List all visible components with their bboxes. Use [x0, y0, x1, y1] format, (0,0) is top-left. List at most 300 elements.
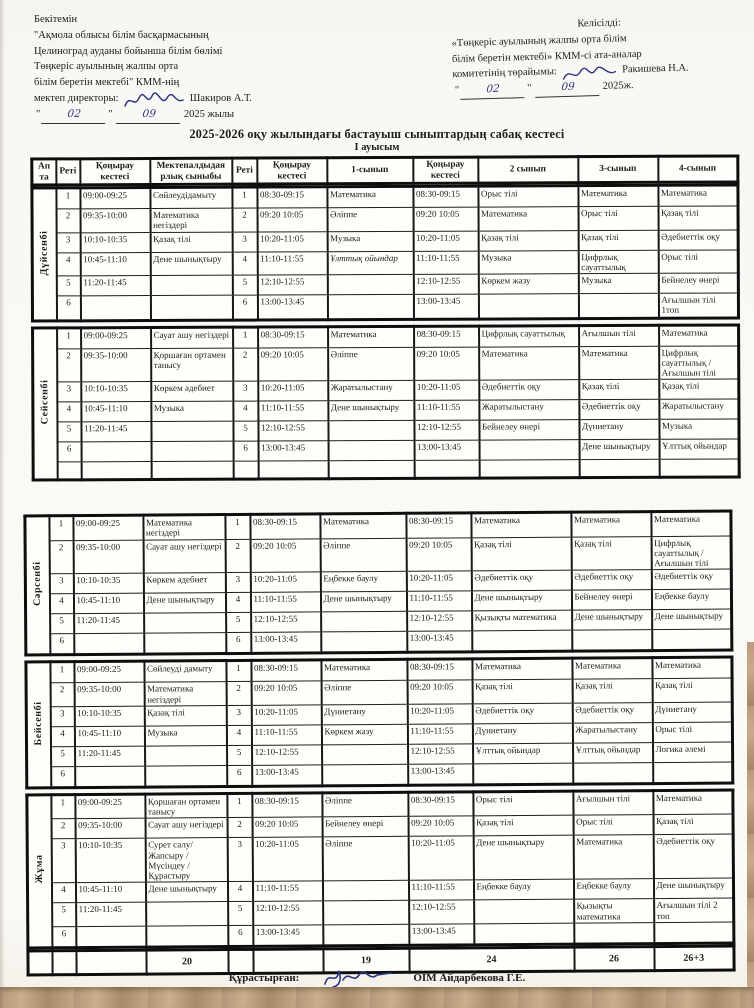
time-cell: 10:10-10:35 [73, 573, 143, 593]
timetable-row [33, 346, 739, 383]
lesson-cell-grade1 [322, 764, 408, 786]
date-line-left [34, 107, 318, 124]
period-number: 3 [57, 382, 81, 402]
lesson-cell-grade3: Музыка [578, 273, 658, 293]
lesson-cell-grade2: Математика [478, 207, 578, 231]
time-cell: 08:30-09:15 [413, 186, 478, 207]
lesson-cell-preschool: Қазақ тілі [144, 705, 226, 726]
period-number: 4 [49, 594, 73, 614]
day-name: Жұма [33, 854, 46, 884]
lesson-cell-grade4: Математика [651, 511, 731, 536]
time-cell: 10:45-11:10 [81, 402, 151, 422]
period-number: 6 [50, 634, 74, 655]
lesson-cell-grade3: Математика [573, 835, 653, 880]
lesson-cell-grade2: Әдебиеттік оқу [472, 703, 572, 724]
empty-filler-row [33, 459, 739, 480]
lesson-cell-grade1 [323, 901, 409, 925]
lesson-cell-preschool [144, 613, 226, 634]
time-cell: 11:10-11:55 [406, 591, 471, 611]
time-cell: 13:00-13:45 [253, 925, 323, 946]
lesson-cell-grade3: Математика [572, 658, 652, 680]
lesson-cell-grade4 [654, 922, 734, 944]
header-bell-schedule: Қоңырау кестесі [257, 158, 327, 184]
day-name: Сәрсенбі [31, 561, 44, 607]
empty-cell [579, 460, 659, 478]
time-cell: 11:10-11:55 [413, 251, 478, 275]
period-number: 2 [226, 682, 251, 706]
period-number: 4 [233, 401, 258, 421]
lesson-cell-grade4: Дене шынықтыру [653, 878, 733, 899]
day-label-cell [27, 795, 52, 948]
period-number: 6 [52, 926, 76, 947]
period-number: 2 [51, 819, 75, 839]
lesson-cell-grade3: Жаратылыстану [572, 722, 652, 743]
lesson-cell-grade4: Әдебиеттік оқу [653, 834, 733, 879]
lesson-cell-grade4: Математика [659, 325, 739, 346]
time-cell: 09:00-09:25 [75, 794, 145, 819]
day-block-sarsenbi [23, 510, 733, 657]
time-cell: 08:30-09:15 [414, 326, 479, 347]
time-cell: 10:45-11:10 [74, 726, 144, 746]
period-number: 4 [225, 593, 250, 613]
lesson-cell-grade1 [322, 744, 408, 765]
time-cell: 12:10-12:55 [258, 421, 328, 441]
lesson-cell-grade4: Математика [658, 185, 738, 206]
lesson-cell-grade1: Жаратылыстану [328, 381, 414, 401]
time-cell: 12:10-12:55 [257, 275, 327, 295]
period-number: 4 [50, 726, 74, 746]
day-label-cell [26, 662, 51, 788]
time-cell: 10:10-10:35 [80, 232, 150, 252]
lesson-cell-grade3: Математика [579, 346, 659, 380]
lesson-cell-grade4: Цифрлық сауаттылық / Ағылшын тілі [659, 346, 739, 380]
lesson-cell-preschool: Көркем әдебиет [143, 573, 225, 594]
period-number: 2 [232, 208, 257, 232]
period-number: 5 [57, 422, 81, 442]
approval-right-line: білім беретін мектебі» КММ-сі ата-аналар [451, 48, 642, 65]
lesson-cell-grade1: Ұлттық ойындар [327, 251, 413, 275]
date-day-handwritten: 02 [461, 81, 526, 100]
lesson-cell-grade2: Дене шынықтыру [471, 590, 571, 611]
lesson-cell-grade3: Қазақ тілі [578, 230, 658, 250]
time-cell: 13:00-13:45 [408, 764, 473, 785]
period-number: 3 [227, 838, 252, 882]
lesson-cell-grade3: Бейнелеу өнері [571, 590, 651, 611]
chairwoman-label: комитетінің төрайымы: [452, 66, 558, 81]
lesson-cell-grade3: Математика [578, 185, 658, 206]
lesson-cell-grade2: Қазақ тілі [473, 815, 573, 836]
time-cell: 13:00-13:45 [251, 632, 321, 653]
period-number: 2 [57, 349, 81, 383]
lesson-cell-grade2: Әдебиеттік оқу [471, 570, 571, 591]
time-cell: 10:20-11:05 [407, 704, 472, 724]
time-cell: 10:20-11:05 [252, 837, 322, 881]
empty-cell [479, 460, 579, 478]
lesson-cell-grade3: Еңбекке баулу [573, 879, 653, 900]
time-cell: 09:20 10:05 [414, 347, 479, 381]
header-grade-1: 1-сынып [327, 157, 413, 184]
lesson-cell-grade1: Математика [327, 187, 413, 208]
empty-cell [414, 461, 479, 479]
lesson-cell-grade4: Қазақ тілі [653, 814, 733, 835]
lesson-cell-grade4: Жаратылыстану [659, 399, 739, 419]
time-cell [81, 442, 151, 462]
time-cell: 08:30-09:15 [258, 326, 328, 347]
lesson-cell-grade1: Дене шынықтыру [328, 401, 414, 421]
lesson-cell-grade3: Әдебиеттік оқу [579, 400, 659, 420]
lesson-cell-grade3: Дене шынықтыру [572, 610, 652, 631]
empty-cell [258, 461, 328, 479]
period-number: 6 [232, 295, 257, 320]
period-number: 6 [228, 925, 253, 946]
lesson-cell-preschool: Сөйлеудідамыту [150, 187, 232, 208]
total-grade-4: 26+3 [654, 946, 734, 971]
time-cell: 13:00-13:45 [409, 924, 474, 945]
period-number: 2 [49, 540, 73, 574]
time-cell: 10:45-11:10 [80, 252, 150, 276]
days-monday-tuesday [30, 184, 737, 482]
date-month-handwritten: 09 [535, 79, 600, 98]
lesson-cell-grade3: Қызықты математика [574, 899, 654, 923]
time-cell: 12:10-12:55 [252, 745, 322, 765]
lesson-cell-grade2: Математика [472, 658, 572, 680]
chairwoman-name: Ракишева Н.А. [621, 62, 689, 76]
time-cell: 09:00-09:25 [74, 661, 144, 682]
time-cell: 08:30-09:15 [252, 793, 322, 818]
time-cell: 10:45-11:10 [73, 593, 143, 613]
lesson-cell-grade1: Математика [320, 513, 406, 538]
director-name: Шакиров А.Т. [189, 92, 253, 104]
lesson-cell-grade1 [327, 275, 413, 295]
day-block-duisenbi [30, 184, 740, 323]
period-number: 1 [57, 328, 81, 349]
lesson-cell-grade2 [479, 440, 579, 460]
lesson-cell-grade1 [328, 441, 414, 461]
time-cell: 11:10-11:55 [258, 401, 328, 421]
timetable-row [32, 293, 738, 321]
time-cell: 09:20 10:05 [408, 816, 473, 836]
lesson-cell-grade2 [473, 763, 573, 785]
lesson-cell-preschool: Сурет салу/ Жапсыру /Мүсіндеу /Құрастыру [145, 838, 227, 883]
time-cell: 09:35-10:00 [80, 209, 150, 233]
lesson-cell-grade1: Әліппе [328, 347, 414, 381]
approval-left-line: Төңкеріс ауылының жалпы орта [34, 61, 179, 73]
time-cell: 13:00-13:45 [258, 441, 328, 461]
period-number: 1 [233, 327, 258, 348]
lesson-cell-grade2: Орыс тілі [473, 791, 573, 816]
period-number: 1 [232, 187, 257, 208]
lesson-cell-preschool: Қазақ тілі [150, 232, 232, 252]
lesson-cell-preschool: Сауат ашу негіздері [145, 818, 227, 839]
lesson-cell-preschool: Музыка [151, 402, 233, 422]
time-cell: 09:35-10:00 [81, 348, 151, 382]
lesson-cell-grade3: Дүниетану [579, 420, 659, 440]
period-number: 5 [232, 275, 257, 295]
lesson-cell-grade1: Әліппе [327, 208, 413, 232]
lesson-cell-grade1: Еңбекке баулу [320, 572, 406, 593]
lesson-cell-grade1: Музыка [327, 231, 413, 251]
lesson-cell-grade1: Көркем жазу [321, 724, 407, 745]
period-number: 3 [56, 233, 80, 253]
lesson-cell-grade4: Математика [653, 790, 733, 815]
lesson-cell-preschool: Көркем әдебиет [151, 382, 233, 402]
period-number: 1 [225, 514, 250, 539]
lesson-cell-grade4: Дүниетану [652, 702, 732, 723]
period-number: 2 [233, 348, 258, 382]
time-cell: 12:10-12:55 [407, 611, 472, 631]
period-number: 6 [226, 633, 251, 654]
lesson-cell-grade3: Орыс тілі [573, 815, 653, 836]
lesson-cell-grade2: Қызықты математика [472, 610, 572, 631]
lesson-cell-grade3 [578, 293, 658, 318]
lesson-cell-grade4 [652, 629, 732, 651]
approval-left-line: Целиноград ауданы бойынша білім бөлімі [34, 45, 223, 57]
approval-right-line: «Төңкеріс ауылының жалпы орта білім [451, 33, 627, 49]
time-cell: 10:20-11:05 [408, 836, 473, 880]
time-cell: 09:20 10:05 [251, 681, 321, 705]
period-number: 3 [233, 381, 258, 401]
lesson-cell-preschool: Математика негіздері [150, 208, 232, 232]
lesson-cell-preschool: Дене шынықтыру [143, 593, 225, 614]
time-cell: 08:30-09:15 [257, 187, 327, 208]
time-cell: 08:30-09:15 [251, 660, 321, 681]
time-cell: 09:35-10:00 [73, 540, 143, 574]
lesson-cell-grade1 [322, 881, 408, 902]
day-name: Дүйсенбі [38, 230, 50, 276]
day-name: Бейсенбі [32, 700, 45, 746]
lesson-cell-grade1: Әліппе [322, 837, 408, 882]
time-cell: 10:45-11:10 [75, 882, 145, 902]
approval-block-parents-committee [451, 12, 749, 100]
lesson-cell-grade4: Цифрлық сауаттылық / Ағылшын тілі [651, 536, 731, 570]
time-cell: 10:20-11:05 [413, 231, 478, 251]
time-cell: 09:00-09:25 [73, 515, 143, 540]
period-number: 1 [56, 188, 80, 209]
period-number: 5 [52, 903, 76, 927]
lesson-cell-preschool: Қоршаған ортамен танысу [145, 793, 227, 818]
total-grade-1: 19 [323, 948, 409, 973]
period-number: 6 [51, 766, 75, 787]
lesson-cell-grade1 [327, 295, 413, 320]
lesson-cell-grade2: Еңбекке баулу [473, 879, 573, 900]
time-cell [76, 926, 146, 947]
compiled-by-label: Құрастырған: [228, 972, 300, 984]
director-signature-line [34, 91, 318, 107]
total-preschool: 20 [146, 949, 228, 974]
lesson-cell-grade4: Орыс тілі [658, 250, 738, 274]
time-cell: 10:20-11:05 [414, 381, 479, 401]
director-label: мектеп директоры: [34, 92, 119, 104]
time-cell [75, 766, 145, 787]
time-cell: 10:20-11:05 [258, 381, 328, 401]
time-cell: 10:20-11:05 [250, 572, 320, 592]
time-cell: 09:20 10:05 [406, 537, 471, 571]
time-cell: 09:20 10:05 [258, 347, 328, 381]
timetable-row [32, 206, 738, 233]
total-grade-2: 24 [409, 947, 574, 972]
time-cell: 11:20-11:45 [81, 422, 151, 442]
period-number: 4 [232, 252, 257, 276]
day-label-cell [32, 188, 57, 321]
lesson-cell-preschool: Сөйлеуді дамыту [144, 661, 226, 683]
period-number: 5 [51, 746, 75, 766]
time-cell: 09:35-10:00 [75, 818, 145, 838]
day-block-seisenbi [31, 323, 741, 482]
lesson-cell-grade1: Математика [321, 660, 407, 682]
lesson-cell-grade4: Әдебиеттік оқу [651, 569, 731, 590]
date-year: 2025ж. [602, 80, 634, 92]
lesson-cell-preschool [151, 422, 233, 442]
lesson-cell-grade2: Орыс тілі [478, 186, 578, 207]
period-number: 4 [227, 882, 252, 902]
empty-cell [57, 462, 81, 480]
time-cell: 08:30-09:15 [407, 659, 472, 680]
lesson-cell-grade4 [653, 762, 733, 784]
lesson-cell-preschool: Қоршаған ортамен танысу [151, 348, 233, 382]
lesson-cell-grade3: Қазақ тілі [572, 679, 652, 703]
period-number: 3 [51, 839, 75, 883]
day-block-beisenbi [24, 656, 734, 789]
lesson-cell-grade2: Қазақ тілі [472, 679, 572, 703]
lesson-cell-grade1: Бейнелеу өнері [322, 817, 408, 838]
lesson-cell-grade4: Ағылшын тілі 1топ [658, 293, 738, 318]
period-number: 3 [225, 573, 250, 593]
empty-cell [659, 459, 739, 477]
period-number: 3 [49, 574, 73, 594]
lesson-cell-grade3: Орыс тілі [578, 206, 658, 230]
empty-cell [151, 462, 233, 480]
lesson-cell-grade2: Әдебиеттік оқу [479, 380, 579, 400]
lesson-cell-preschool [150, 275, 232, 295]
time-cell: 11:10-11:55 [257, 251, 327, 275]
lesson-cell-grade2: Қазақ тілі [471, 537, 571, 571]
timetable-row [25, 536, 731, 575]
lesson-cell-grade3: Қазақ тілі [571, 536, 651, 570]
quote-mark: " [36, 108, 41, 120]
time-cell: 13:00-13:45 [407, 631, 472, 652]
lesson-cell-grade1: Дене шынықтыру [320, 592, 406, 613]
timetable-row [32, 250, 738, 277]
period-number: 6 [56, 296, 80, 321]
period-number: 1 [49, 516, 73, 541]
lesson-cell-preschool: Математика негіздері [144, 682, 226, 706]
period-number: 2 [227, 818, 252, 838]
time-cell: 13:00-13:45 [414, 441, 479, 461]
page-title: 2025-2026 оқу жылындағы бастауыш сыныптардың сабақ кестесі [189, 127, 565, 141]
lesson-cell-grade1: Әліппе [322, 792, 408, 817]
timetable-row [33, 325, 739, 349]
lesson-cell-grade3: Әдебиеттік оқу [572, 702, 652, 723]
lesson-cell-grade2 [472, 630, 572, 652]
lesson-cell-grade3 [572, 630, 652, 652]
lesson-cell-grade3: Дене шынықтыру [579, 440, 659, 460]
lesson-cell-grade1: Математика [328, 326, 414, 347]
time-cell: 12:10-12:55 [253, 901, 323, 925]
time-cell: 11:10-11:55 [251, 725, 321, 745]
approval-right-line: Келісілді: [577, 17, 621, 30]
time-cell: 11:20-11:45 [80, 276, 150, 296]
time-cell: 08:30-09:15 [250, 514, 320, 539]
time-cell: 10:20-11:05 [406, 571, 471, 591]
lesson-cell-grade1 [321, 612, 407, 633]
lesson-cell-preschool [150, 295, 232, 320]
period-number: 3 [232, 232, 257, 252]
timetable-row [27, 834, 733, 883]
lesson-cell-grade2 [478, 294, 578, 319]
lesson-cell-grade2: Жаратылыстану [479, 400, 579, 420]
lesson-cell-grade4: Еңбекке баулу [651, 589, 731, 610]
lesson-cell-preschool: Математика негіздері [143, 515, 225, 540]
lesson-cell-grade3: Қазақ тілі [579, 380, 659, 400]
lesson-cell-grade2: Көркем жазу [478, 274, 578, 294]
timetable-block-2 [23, 510, 732, 977]
approval-left-line: білім беретін мектебі" КММ-нің [34, 77, 180, 88]
time-cell: 12:10-12:55 [413, 274, 478, 294]
timetable-row [27, 762, 733, 788]
period-number: 2 [56, 209, 80, 233]
day-name: Сейсенбі [39, 379, 51, 425]
period-number: 6 [227, 765, 252, 786]
lesson-cell-grade4: Дене шынықтыру [652, 609, 732, 630]
lesson-cell-preschool [146, 925, 228, 947]
quote-mark: " [454, 84, 460, 97]
lesson-cell-grade1: Дүниетану [321, 704, 407, 725]
time-cell: 12:10-12:55 [408, 744, 473, 764]
lesson-cell-grade3: Ағылшын тілі [579, 325, 659, 346]
time-cell: 09:00-09:25 [80, 188, 150, 209]
lesson-cell-grade1 [321, 632, 407, 654]
lesson-cell-grade1: Әліппе [320, 538, 406, 572]
timetable-row [26, 629, 732, 655]
period-number: 5 [226, 613, 251, 633]
day-block-zhuma [25, 788, 735, 949]
time-cell: 09:20 10:05 [413, 207, 478, 231]
quote-mark: " [527, 82, 532, 95]
period-number: 2 [225, 539, 250, 573]
lesson-cell-grade4: Қазақ тілі [659, 379, 739, 399]
time-cell: 10:20-11:05 [257, 231, 327, 251]
time-cell: 08:30-09:15 [406, 513, 471, 538]
scan-background-bottom-edge [0, 987, 754, 1008]
approval-left-line: Бекітемін [34, 14, 78, 25]
period-number: 4 [57, 402, 81, 422]
lesson-cell-preschool: Музыка [144, 725, 226, 746]
lesson-cell-grade2: Дене шынықтыру [473, 835, 573, 880]
time-cell: 11:10-11:55 [414, 401, 479, 421]
lesson-cell-grade4: Орыс тілі [652, 722, 732, 743]
header-grade-4: 4-сынып [658, 156, 738, 183]
time-cell: 11:20-11:45 [74, 613, 144, 633]
lesson-cell-grade3: Ағылшын тілі [573, 790, 653, 815]
total-grade-3: 26 [574, 946, 654, 971]
time-cell: 09:20 10:05 [250, 538, 320, 572]
header-bell-schedule: Қоңырау кестесі [413, 157, 478, 183]
quote-mark: " [108, 108, 113, 120]
lesson-cell-grade2: Дүниетану [472, 723, 572, 744]
period-number: 5 [56, 276, 80, 296]
period-number: 1 [226, 661, 251, 682]
lesson-cell-preschool [145, 765, 227, 787]
lesson-cell-grade4: Логика әлемі [653, 742, 733, 763]
date-day-handwritten: 02 [41, 107, 107, 124]
period-number: 3 [226, 705, 251, 725]
period-number: 6 [57, 442, 81, 462]
header-period-column: Реті [56, 159, 80, 185]
header-bell-schedule: Қоңырау кестесі [80, 159, 150, 185]
lesson-cell-grade2: Ұлттық ойындар [473, 743, 573, 764]
header-week-column: Ап та [32, 159, 56, 185]
lesson-cell-grade3 [574, 922, 654, 944]
